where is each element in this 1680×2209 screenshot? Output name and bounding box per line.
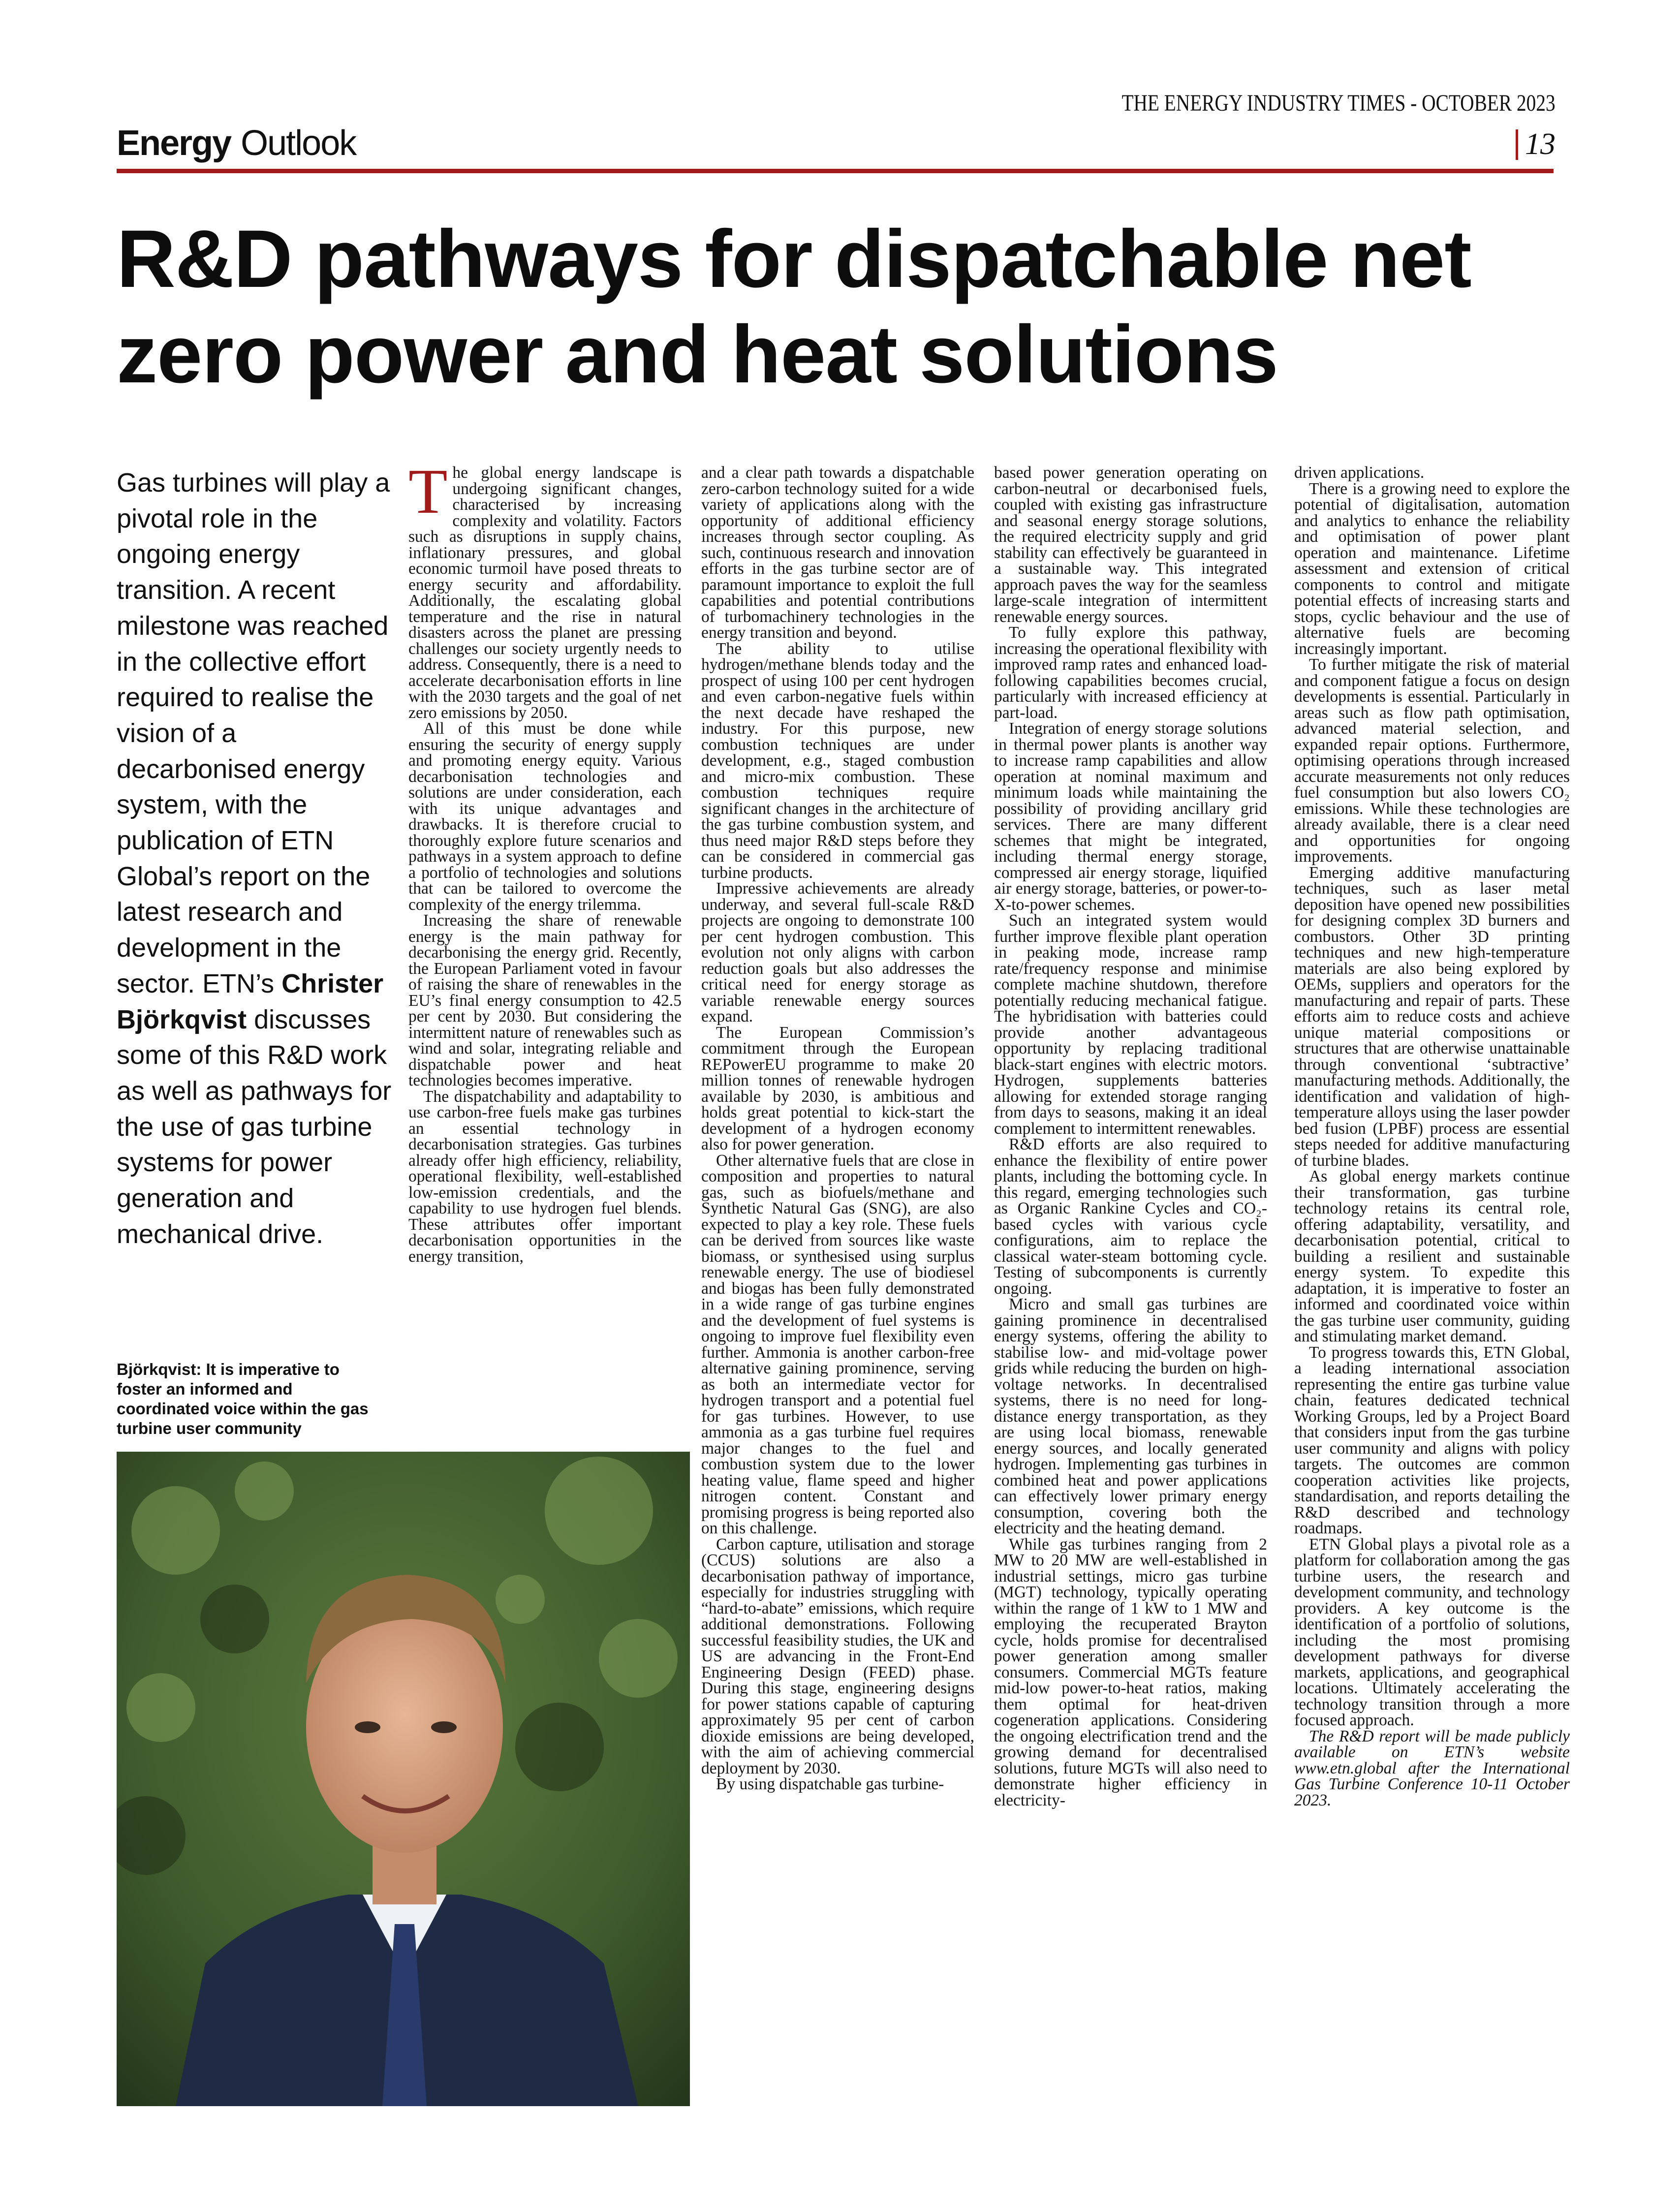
paragraph: ETN Global plays a pivotal role as a platform for collaboration among the gas turbine users, the research and development community, and technology providers. A key outcome is the identification of a portfolio of solutions, including the most promising development pathways for diverse markets, applications, and geographical locations. Ultimately accelerating the technology transition through a more focused approach. xyxy=(1294,1535,1570,1729)
paragraph: By using dispatchable gas turbine- xyxy=(716,1775,944,1793)
article-column-4 xyxy=(1294,465,1570,2079)
paragraph: All of this must be done while ensuring the security of energy supply and promoting energy equity. Various decarbonisation technologies and solutions are under consideration, each with its unique advantages and drawbacks. It is therefore crucial to thoroughly explore future scenarios and pathways in a system approach to define a portfolio of technologies and solutions that can be tailored to overcome the complexity of the energy trilemma. xyxy=(408,719,682,914)
photo-caption: Björkqvist: It is imperative to foster an informed and coordinated voice within the gas turbine user community xyxy=(117,1360,369,1437)
paragraph: To progress towards this, ETN Global, a leading international association representing the entire gas turbine value chain, features dedicated technical Working Groups, led by a Project Board that considers input from the gas turbine user community and aligns with policy targets. The outcomes are common cooperation activities like projects, standardisation, and reports detailing the R&D described and technology roadmaps. xyxy=(1294,1343,1570,1537)
standfirst-author: Christer Björkqvist xyxy=(117,968,384,1034)
standfirst xyxy=(117,465,392,1252)
article-column-1 xyxy=(408,465,682,2079)
paragraph: Carbon capture, utilisation and storage (CCUS) solutions are also a decarbonisation pathway of importance, especially for industries struggling with “hard-to-abate” emissions, which require additional demonstrations. Following successful feasibility studies, the UK and US are advancing in the Front-End Engineering Design (FEED) phase. During this stage, engineering designs for power stations capable of capturing approximately 95 per cent of carbon dioxide emissions are being developed, with the aim of achieving commercial deployment by 2030. xyxy=(701,1535,974,1777)
paragraph: While gas turbines ranging from 2 MW to 20 MW are well-established in industrial settings, micro gas turbine (MGT) technology, typically operating within the range of 1 kW to 1 MW and employing the recuperated Brayton cycle, holds promise for decentralised power generation among smaller consumers. Commercial MGTs feature mid-low power-to-heat ratios, making them optimal for heat-driven cogeneration applications. Considering the ongoing electrification trend and the growing demand for decentralised solutions, future MGTs will also need to demonstrate higher efficiency in electricity- xyxy=(994,1535,1267,1809)
paragraph: driven applications. xyxy=(1294,465,1425,482)
page-number-text: 13 xyxy=(1525,127,1556,161)
drop-cap: T xyxy=(408,465,448,527)
paragraph: Integration of energy storage solutions in thermal power plants is another way to increase ramp capabilities and allow operation at nominal maximum and minimum loads while maintaining the possibility of providing ancillary grid services. There are many different schemes that might be integrated, including thermal energy storage, compressed air energy storage, liquified air energy storage, batteries, or power-to-X-to-power schemes. xyxy=(994,719,1267,914)
section-label-bold: Energy xyxy=(117,124,231,163)
paragraph: To fully explore this pathway, increasing the operational flexibility with improved ramp rates and enhanced load-following capabilities becomes crucial, particularly with increased efficiency at part-load. xyxy=(994,623,1267,722)
paragraph: Micro and small gas turbines are gaining prominence in decentralised energy systems, offering the ability to stabilise low- and mid-voltage power grids while reducing the burden on high-voltage networks. In decentralised systems, there is no need for long-distance energy transportation, as they are using local biomass, renewable energy sources, and locally generated hydrogen. Implementing gas turbines in combined heat and power applications can effectively lower primary energy consumption, covering both the electricity and the heating demand. xyxy=(994,1295,1267,1537)
paragraph: R&D efforts are also required to enhance the flexibility of entire power plants, including the bottoming cycle. In this regard, emerging technologies such as Organic Rankine Cycles and CO₂-based cycles with various cycle configurations, aim to replace the classical water-steam bottoming cycle. Testing of subcomponents is currently ongoing. xyxy=(994,1135,1267,1298)
article-column-3 xyxy=(994,465,1267,2079)
paragraph: There is a growing need to explore the potential of digitalisation, automation and analytics to enhance the reliability and optimisation of power plant operation and maintenance. Lifetime assessment and extension of critical components to control and mitigate potential effects of increasing starts and stops, cyclic behaviour and the use of alternative fuels are becoming increasingly important. xyxy=(1294,479,1570,658)
section-label xyxy=(117,123,356,163)
article-column-2 xyxy=(701,465,974,2079)
paragraph: The ability to utilise hydrogen/methane blends today and the prospect of using 100 per cent hydrogen and even carbon-negative fuels within the next decade have reshaped the industry. For this purpose, new combustion techniques are under development, e.g., staged combustion and micro-mix combustion. These combustion techniques require significant changes in the architecture of the gas turbine combustion system, and thus need major R&D steps before they can be considered in commercial gas turbine products. xyxy=(701,639,974,882)
article-title: R&D pathways for dispatchable net zero power and heat solutions xyxy=(117,214,1471,401)
report-note: The R&D report will be made publicly available on ETN’s website www.etn.global after the International Gas Turbine Conference 10-11 October 2023. xyxy=(1294,1727,1570,1809)
paragraph: Emerging additive manufacturing techniques, such as laser metal deposition have opened new possibilities for designing complex 3D burners and combustors. Other 3D printing techniques and new high-temperature materials are also being explored by OEMs, suppliers and operators for the manufacturing and repair of parts. These efforts aim to reduce costs and achieve unique material compositions or structures that are otherwise unattainable through conventional ‘subtractive’ manufacturing methods. Additionally, the identification and validation of high-temperature alloys using the laser powder bed fusion (LPBF) process are essential steps needed for additive manufacturing of turbine blades. xyxy=(1294,863,1570,1170)
paragraph: based power generation operating on carbon-neutral or decarbonised fuels, coupled with existing gas infrastructure and seasonal energy storage solutions, the required electricity supply and grid stability can effectively be guaranteed in a sustainable way. This integrated approach paves the way for the seamless large-scale integration of intermittent renewable energy sources. xyxy=(994,465,1267,626)
paragraph: Impressive achievements are already underway, and several full-scale R&D projects are ongoing to demonstrate 100 per cent hydrogen combustion. This evolution not only aligns with carbon reduction goals but also addresses the critical need for energy storage as variable renewable energy sources expand. xyxy=(701,879,974,1026)
paragraph: Other alternative fuels that are close in composition and properties to natural gas, such as biofuels/methane and Synthetic Natural Gas (SNG), are also expected to play a key role. These fuels can be derived from sources like waste biomass, or synthesised using surplus renewable energy. The use of biodiesel and biogas has been fully demonstrated in a wide range of gas turbine engines and the development of fuel systems is ongoing to improve fuel flexibility even further. Ammonia is another carbon-free alternative gaining prominence, serving as both an intermediate vector for hydrogen transport and a potential fuel for gas turbines. However, to use ammonia as a gas turbine fuel requires major changes to the fuel and combustion system due to the lower heating value, flame speed and higher nitrogen content. Constant and promising progress is being reported also on this challenge. xyxy=(701,1151,974,1537)
publication-masthead: THE ENERGY INDUSTRY TIMES - OCTOBER 2023 xyxy=(1121,90,1556,116)
page-number xyxy=(1516,127,1556,162)
paragraph: To further mitigate the risk of material and component fatigue a focus on design developments is essential. Particularly in areas such as flow path optimisation, advanced material selection, and expanded repair options. Furthermore, optimising operations through increased accurate measurements not only reduces fuel consumption but also lowers CO₂ emissions. While these technologies are already available, there is a clear need and opportunities for ongoing improvements. xyxy=(1294,655,1570,866)
paragraph: The dispatchability and adaptability to use carbon-free fuels make gas turbines an essential technology in decarbonisation strategies. Gas turbines already offer high efficiency, reliability, operational flexibility, well-established low-emission credentials, and the capability to use hydrogen fuel blends. These attributes offer important decarbonisation opportunities in the energy transition, xyxy=(408,1087,682,1266)
paragraph: Increasing the share of renewable energy is the main pathway for decarbonising the energy grid. Recently, the European Parliament voted in favour of raising the share of renewables in the EU’s final energy consumption to 42.5 per cent by 2030. But considering the intermittent nature of renewables such as wind and solar, integrating reliable and dispatchable power and heat technologies becomes imperative. xyxy=(408,911,682,1089)
section-rule xyxy=(117,169,1554,173)
paragraph: and a clear path towards a dispatchable zero-carbon technology suited for a wide variety of applications along with the opportunity of additional efficiency increases through sector coupling. As such, continuous research and innovation efforts in the gas turbine sector are of paramount importance to exploit the full capabilities and potential contributions of turbomachinery technologies in the energy transition and beyond. xyxy=(701,465,974,642)
paragraph: The European Commission’s commitment through the European REPowerEU programme to make 20 million tonnes of renewable hydrogen available by 2030, is ambitious and holds great potential to kick-start the development of a hydrogen economy also for power generation. xyxy=(701,1023,974,1153)
standfirst-before: Gas turbines will play a pivotal role in the ongoing energy transition. A recent milestone was reached in the collective effort required to realise the vision of a decarbonised energy system, with the publication of ETN Global’s report on the latest research and development in the sector. ETN’s xyxy=(117,468,390,998)
paragraph: As global energy markets continue their transformation, gas turbine technology retains its central role, offering adaptability, versatility, and decarbonisation potential, critical to building a resilient and sustainable energy system. To expedite this adaptation, it is imperative to foster an informed and coordinated voice within the gas turbine user community, guiding and stimulating market demand. xyxy=(1294,1167,1570,1345)
page-number-bar xyxy=(1516,129,1518,160)
standfirst-after: discusses some of this R&D work as well as pathways for the use of gas turbine systems for power generation and mechanical drive. xyxy=(117,1004,392,1249)
paragraph: The global energy landscape is undergoing significant changes, characterised by increasing complexity and volatility. Factors such as disruptions in supply chains, inflationary pressures, and global economic turmoil have posed threats to energy security and affordability. Additionally, the escalating global temperature and the rise in natural disasters across the planet are pressing challenges our society urgently needs to address. Consequently, there is a need to accelerate decarbonisation efforts in line with the 2030 targets and the goal of net zero emissions by 2050. xyxy=(408,465,682,722)
section-label-light: Outlook xyxy=(241,124,356,163)
paragraph: Such an integrated system would further improve flexible plant operation in peaking mode, increase ramp rate/frequency response and minimise complete machine shutdown, therefore potentially reducing mechanical fatigue. The hybridisation with batteries could provide another advantageous opportunity by replacing traditional black-start engines with electric motors. Hydrogen, supplements batteries allowing for extended storage ranging from days to seasons, making it an ideal complement to intermittent renewables. xyxy=(994,911,1267,1138)
